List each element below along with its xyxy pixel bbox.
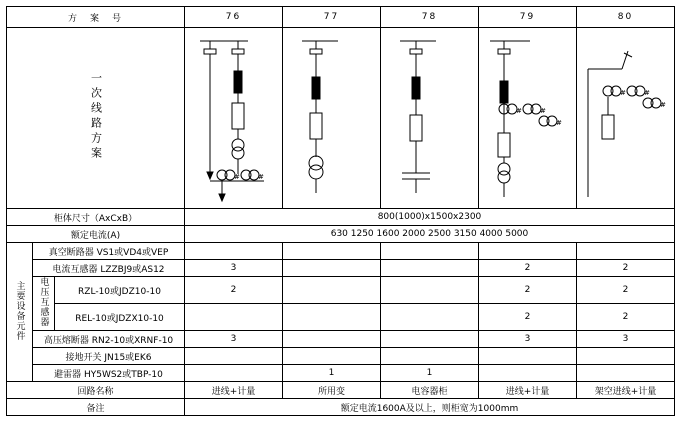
circuit-name-80: 架空进线+计量 [577,382,675,399]
voltage-transformer-type-1: RZL-10或JDZ10-10 [55,277,185,304]
row-cabinet-size [7,209,675,226]
svg-text:#: # [619,89,626,97]
voltage-transformer-1-79: 2 [479,277,577,304]
row-voltage-transformer-1 [7,277,675,304]
hv-fuse-79: 3 [479,331,577,348]
scheme-number-78: 78 [381,7,479,28]
rated-current-value: 630 1250 1600 2000 2500 3150 4000 5000 [185,226,675,243]
circuit-diagram-79 [479,28,577,209]
earthing-switch-80 [577,348,675,365]
cabinet-size-value: 800(1000)x1500x2300 [185,209,675,226]
hv-fuse-77 [283,331,381,348]
current-transformer-79: 2 [479,260,577,277]
voltage-transformer-type-2: REL-10或JDZX10-10 [55,304,185,331]
svg-text:#: # [233,173,240,181]
surge-arrester-77: 1 [283,365,381,382]
row-surge-arrester [7,365,675,382]
row-earthing-switch [7,348,675,365]
voltage-transformer-2-79: 2 [479,304,577,331]
circuit-diagram-76 [185,28,283,209]
surge-arrester-78: 1 [381,365,479,382]
voltage-transformer-2-78 [381,304,479,331]
surge-arrester-79 [479,365,577,382]
svg-text:#: # [659,101,666,109]
scheme-number-77: 77 [283,7,381,28]
voltage-transformer-2-77 [283,304,381,331]
table-header-row [7,7,675,28]
row-voltage-transformer-2 [7,304,675,331]
current-transformer-77 [283,260,381,277]
surge-arrester-80 [577,365,675,382]
voltage-transformer-1-77 [283,277,381,304]
circuit-diagram-78 [381,28,479,209]
circuit-name-77: 所用变 [283,382,381,399]
circuit-diagram-77 [283,28,381,209]
row-remark [7,399,675,416]
voltage-transformer-2-80: 2 [577,304,675,331]
hv-fuse-76: 3 [185,331,283,348]
svg-text:#: # [515,107,522,115]
hv-fuse-label: 高压熔断器 RN2-10或XRNF-10 [33,331,185,348]
vacuum-breaker-76 [185,243,283,260]
circuit-diagram-80 [577,28,675,209]
row-vacuum-breaker [7,243,675,260]
current-transformer-76: 3 [185,260,283,277]
row-rated-current [7,226,675,243]
row-hv-fuse [7,331,675,348]
circuit-name-label: 回路名称 [7,382,185,399]
main-equipment-group-label: 主要设备元件 [7,243,33,382]
earthing-switch-77 [283,348,381,365]
cabinet-size-label: 柜体尺寸（AxCxB） [7,209,185,226]
circuit-name-76: 进线+计量 [185,382,283,399]
earthing-switch-79 [479,348,577,365]
voltage-transformer-1-80: 2 [577,277,675,304]
current-transformer-label: 电流互感器 LZZBJ9或AS12 [33,260,185,277]
voltage-transformer-1-76: 2 [185,277,283,304]
svg-text:#: # [257,173,264,181]
vacuum-breaker-79 [479,243,577,260]
hv-fuse-78 [381,331,479,348]
vacuum-breaker-label: 真空断路器 VS1或VD4或VEP [33,243,185,260]
main-table [6,6,675,416]
vacuum-breaker-78 [381,243,479,260]
hv-fuse-80: 3 [577,331,675,348]
earthing-switch-76 [185,348,283,365]
primary-circuit-row [7,28,675,209]
scheme-number-80: 80 [577,7,675,28]
surge-arrester-76 [185,365,283,382]
vacuum-breaker-77 [283,243,381,260]
scheme-number-76: 76 [185,7,283,28]
header-scheme-label: 方 案 号 [7,7,185,28]
circuit-name-79: 进线+计量 [479,382,577,399]
remark-value: 额定电流1600A及以上，则柜宽为1000mm [185,399,675,416]
current-transformer-78 [381,260,479,277]
row-circuit-names [7,382,675,399]
scheme-table-page [0,6,680,432]
voltage-transformer-1-78 [381,277,479,304]
voltage-transformer-2-76 [185,304,283,331]
circuit-name-78: 电容器柜 [381,382,479,399]
voltage-transformer-group-label: 电压互感器 [33,277,55,331]
scheme-number-79: 79 [479,7,577,28]
vacuum-breaker-80 [577,243,675,260]
surge-arrester-label: 避雷器 HY5WS2或TBP-10 [33,365,185,382]
earthing-switch-label: 接地开关 JN15或EK6 [33,348,185,365]
svg-text:#: # [555,119,562,127]
svg-text:#: # [539,107,546,115]
earthing-switch-78 [381,348,479,365]
remark-label: 备注 [7,399,185,416]
rated-current-label: 额定电流(A) [7,226,185,243]
svg-text:#: # [643,89,650,97]
primary-circuit-label: 一次线路方案 [7,28,185,209]
current-transformer-80: 2 [577,260,675,277]
row-current-transformer [7,260,675,277]
